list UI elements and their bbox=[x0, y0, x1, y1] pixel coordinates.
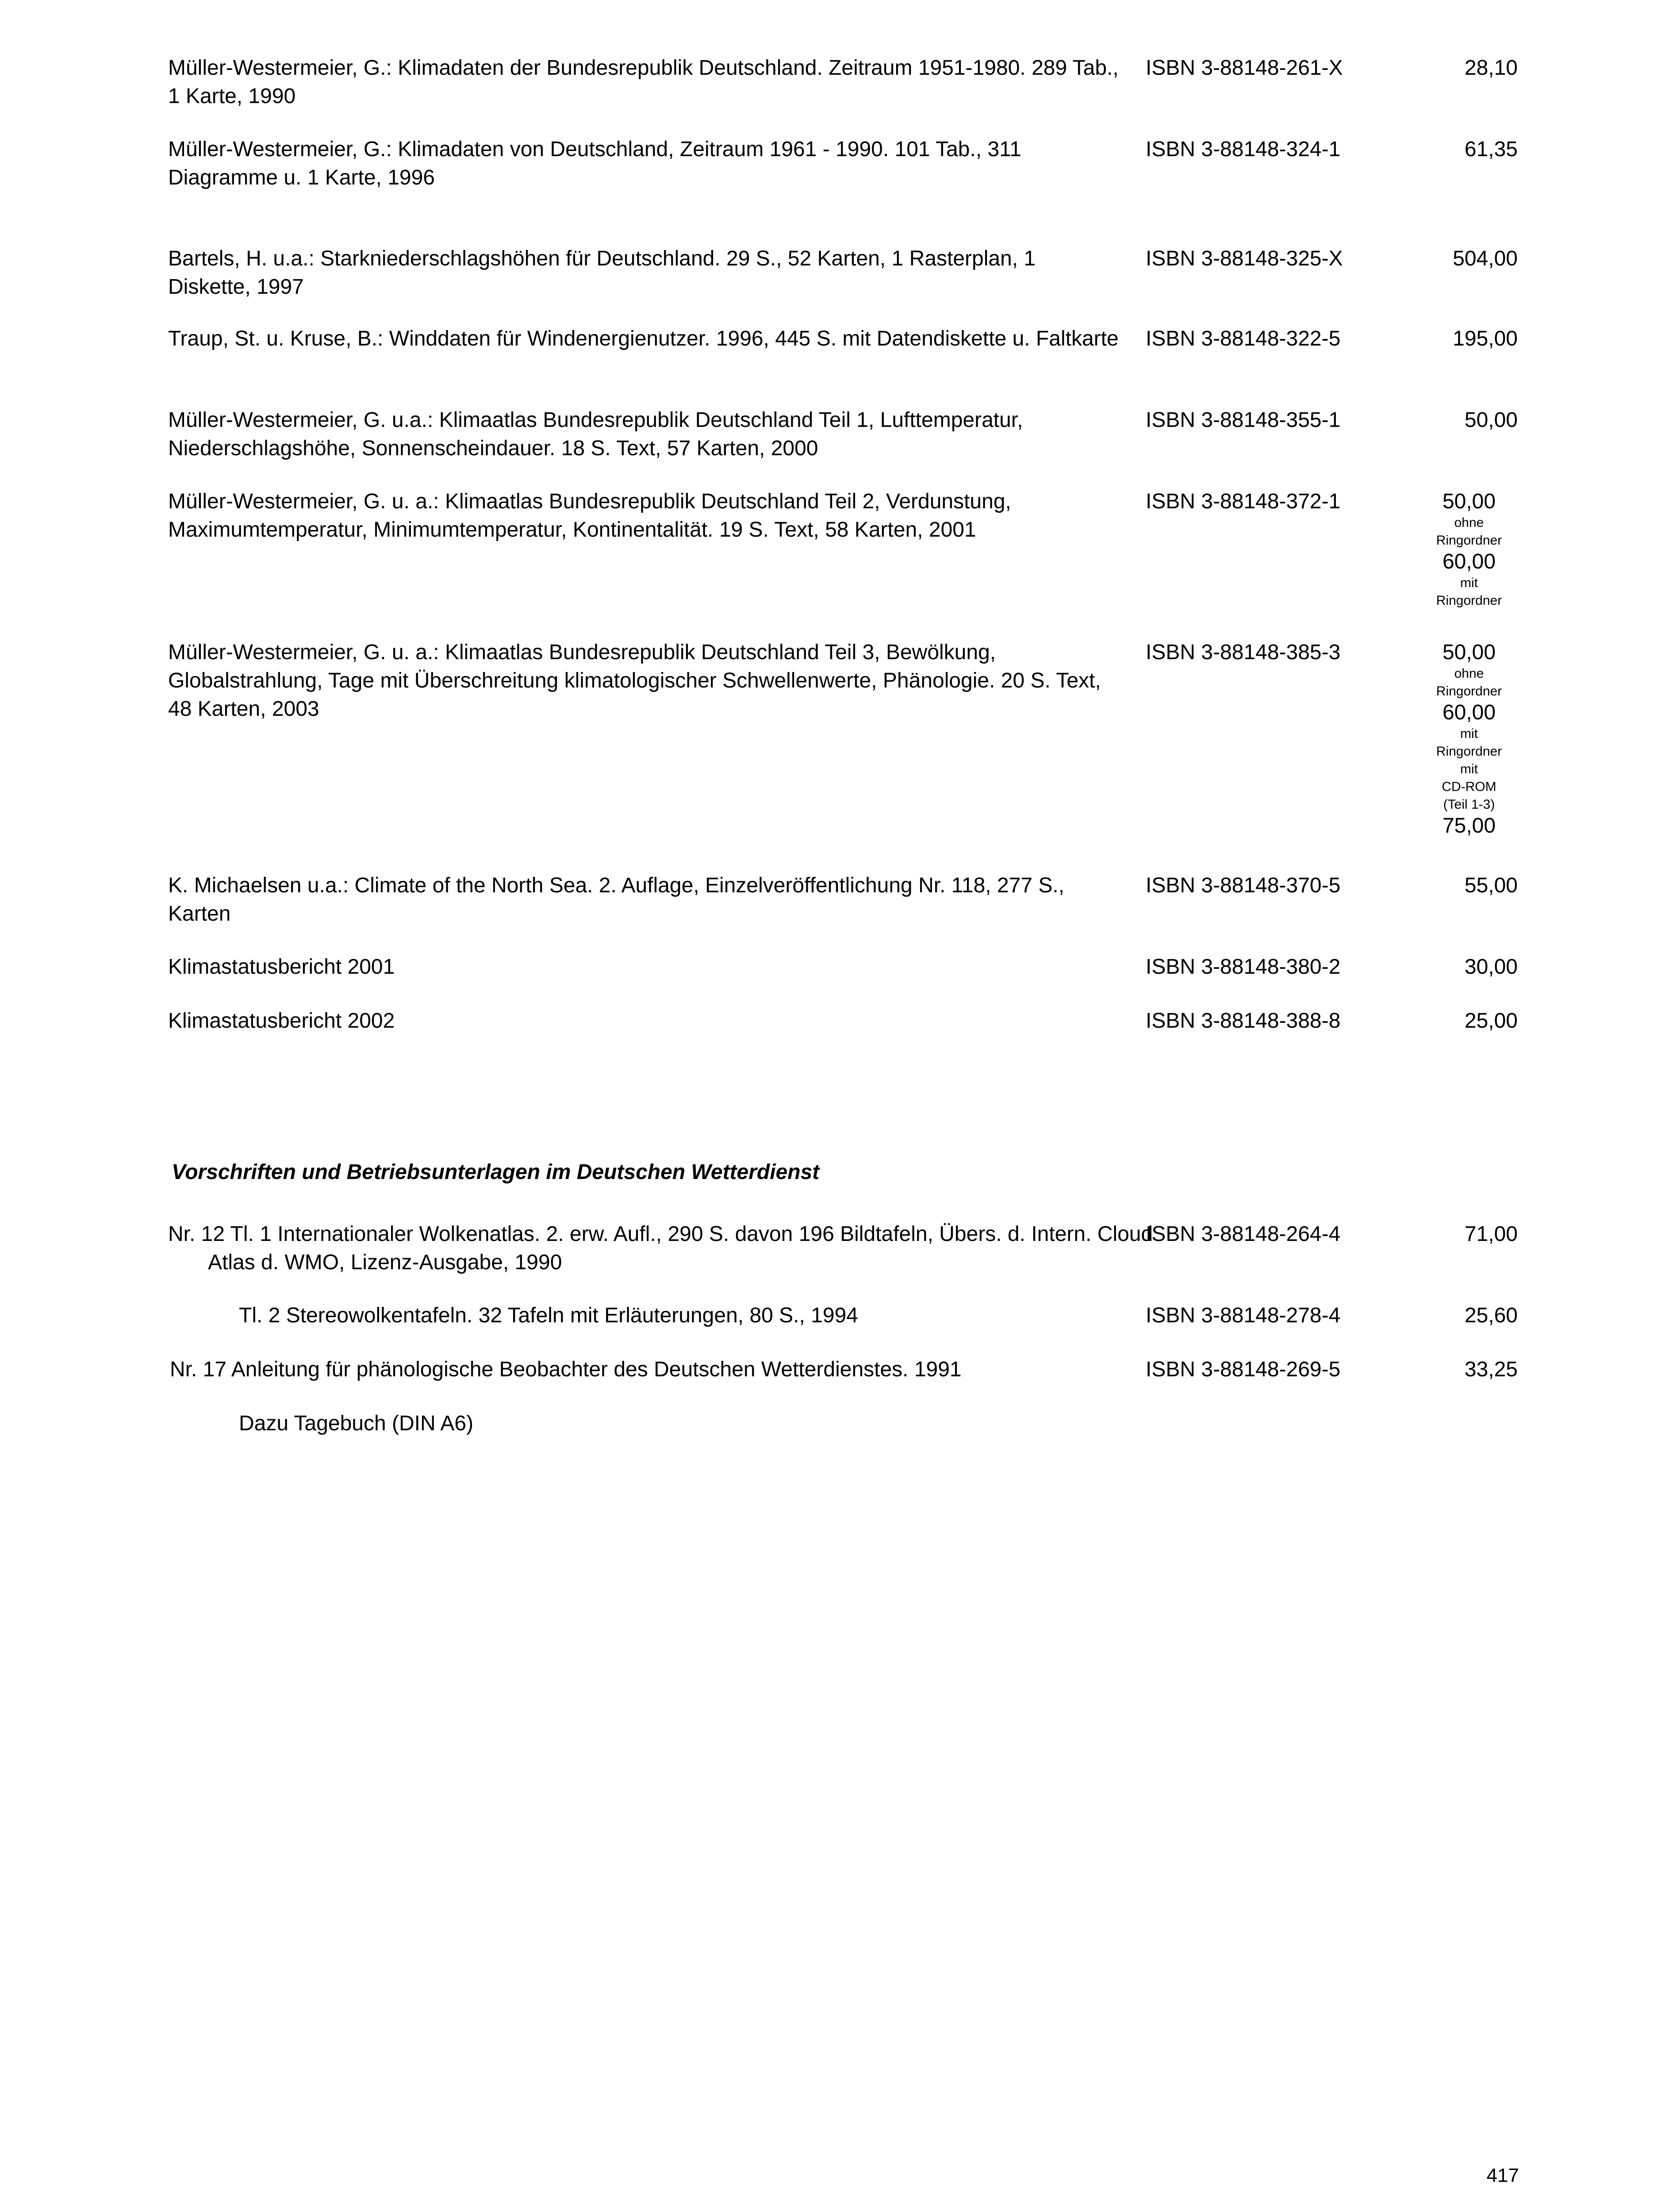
entry-isbn: ISBN 3-88148-388-8 bbox=[1146, 1009, 1341, 1033]
entry-price: 504,00 bbox=[1453, 247, 1518, 270]
price-note: (Teil 1-3) bbox=[1443, 797, 1495, 812]
price-note: CD-ROM bbox=[1442, 780, 1496, 794]
entry-price: 55,00 bbox=[1464, 874, 1518, 897]
page-number: 417 bbox=[1486, 2165, 1519, 2186]
entry-title: Müller-Westermeier, G.: Klimadaten der Bundesrepublik Deutschland. Zeitraum 1951-1980. 289 Tab., 1 Karte, 1990 bbox=[168, 56, 1119, 108]
section-heading: Vorschriften und Betriebsunterlagen im Deutschen Wetterdienst bbox=[172, 1160, 820, 1184]
entry-price-stack bbox=[1420, 489, 1518, 610]
entry-isbn: ISBN 3-88148-324-1 bbox=[1146, 138, 1341, 161]
price-note: Ringordner bbox=[1436, 684, 1502, 699]
entry-title: Müller-Westermeier, G. u. a.: Klimaatlas Bundesrepublik Deutschland Teil 3, Bewölkung, Globalstrahlung, Tage mit Überschreitung klimatologischer Schwellenwerte, Phänologie. 20 S. Text, 48 Karten, 2003 bbox=[168, 641, 1101, 721]
price-value: 50,00 bbox=[1442, 641, 1496, 664]
entry-title: Müller-Westermeier, G.: Klimadaten von Deutschland, Zeitraum 1961 - 1990. 101 Tab., 311 Diagramme u. 1 Karte, 1996 bbox=[168, 138, 1021, 189]
price-note: Ringordner bbox=[1436, 533, 1502, 548]
entry-isbn: ISBN 3-88148-385-3 bbox=[1146, 641, 1341, 664]
entry-isbn: ISBN 3-88148-355-1 bbox=[1146, 408, 1341, 432]
regulation-isbn: ISBN 3-88148-278-4 bbox=[1146, 1304, 1341, 1327]
regulation-price: 25,60 bbox=[1464, 1304, 1518, 1327]
entry-isbn: ISBN 3-88148-322-5 bbox=[1146, 327, 1341, 350]
entry-title: Bartels, H. u.a.: Starkniederschlagshöhen für Deutschland. 29 S., 52 Karten, 1 Rasterplan, 1 Diskette, 1997 bbox=[168, 247, 1036, 299]
entry-title: Müller-Westermeier, G. u.a.: Klimaatlas Bundesrepublik Deutschland Teil 1, Lufttemperatur, Niederschlagshöhe, Sonnenscheindauer. 18 S. Text, 57 Karten, 2000 bbox=[168, 408, 1023, 460]
entry-isbn: ISBN 3-88148-325-X bbox=[1146, 247, 1343, 270]
entry-price: 30,00 bbox=[1464, 955, 1518, 979]
regulation-isbn: ISBN 3-88148-264-4 bbox=[1146, 1222, 1341, 1246]
entry-price: 25,00 bbox=[1464, 1009, 1518, 1033]
entry-title: Klimastatusbericht 2002 bbox=[168, 1009, 395, 1033]
regulation-isbn: ISBN 3-88148-269-5 bbox=[1146, 1358, 1341, 1381]
price-note: mit bbox=[1460, 726, 1478, 741]
entry-price: 28,10 bbox=[1464, 56, 1518, 80]
price-value: 60,00 bbox=[1442, 550, 1496, 573]
entry-title: K. Michaelsen u.a.: Climate of the North Sea. 2. Auflage, Einzelveröffentlichung Nr. 118, 277 S., Karten bbox=[168, 874, 1065, 926]
regulation-title: Nr. 17 Anleitung für phänologische Beobachter des Deutschen Wetterdienstes. 1991 bbox=[170, 1358, 962, 1381]
price-note: mit bbox=[1460, 576, 1478, 590]
entry-price: 61,35 bbox=[1464, 138, 1518, 161]
price-note: Ringordner bbox=[1436, 744, 1502, 759]
entry-title: Klimastatusbericht 2001 bbox=[168, 955, 395, 979]
price-value: 75,00 bbox=[1442, 814, 1496, 837]
price-value: 60,00 bbox=[1442, 701, 1496, 724]
entry-isbn: ISBN 3-88148-380-2 bbox=[1146, 955, 1341, 979]
entry-isbn: ISBN 3-88148-370-5 bbox=[1146, 874, 1341, 897]
price-note: ohne bbox=[1454, 515, 1484, 530]
entry-title: Traup, St. u. Kruse, B.: Winddaten für Windenergienutzer. 1996, 445 S. mit Datendiskette u. Faltkarte bbox=[168, 327, 1119, 350]
regulation-note: Dazu Tagebuch (DIN A6) bbox=[239, 1412, 474, 1435]
entry-isbn: ISBN 3-88148-372-1 bbox=[1146, 490, 1341, 513]
price-note: ohne bbox=[1454, 666, 1484, 681]
entry-price: 195,00 bbox=[1453, 327, 1518, 350]
price-note: mit bbox=[1460, 762, 1478, 776]
regulation-title: Tl. 2 Stereowolkentafeln. 32 Tafeln mit Erläuterungen, 80 S., 1994 bbox=[239, 1304, 858, 1327]
regulation-price: 33,25 bbox=[1464, 1358, 1518, 1381]
price-value: 50,00 bbox=[1442, 490, 1496, 513]
entry-isbn: ISBN 3-88148-261-X bbox=[1146, 56, 1343, 80]
regulation-price: 71,00 bbox=[1464, 1222, 1518, 1246]
regulation-title: Nr. 12 Tl. 1 Internationaler Wolkenatlas. 2. erw. Aufl., 290 S. davon 196 Bildtafeln, Übers. d. Intern. Cloud Atlas d. WMO, Lizenz-Ausgabe, 1990 bbox=[168, 1222, 1153, 1274]
entry-title: Müller-Westermeier, G. u. a.: Klimaatlas Bundesrepublik Deutschland Teil 2, Verdunstung, Maximumtemperatur, Minimumtemperatur, Kontinentalität. 19 S. Text, 58 Karten, 2001 bbox=[168, 490, 1011, 541]
entry-price-stack bbox=[1420, 640, 1518, 838]
entry-price: 50,00 bbox=[1464, 408, 1518, 432]
price-note: Ringordner bbox=[1436, 593, 1502, 608]
